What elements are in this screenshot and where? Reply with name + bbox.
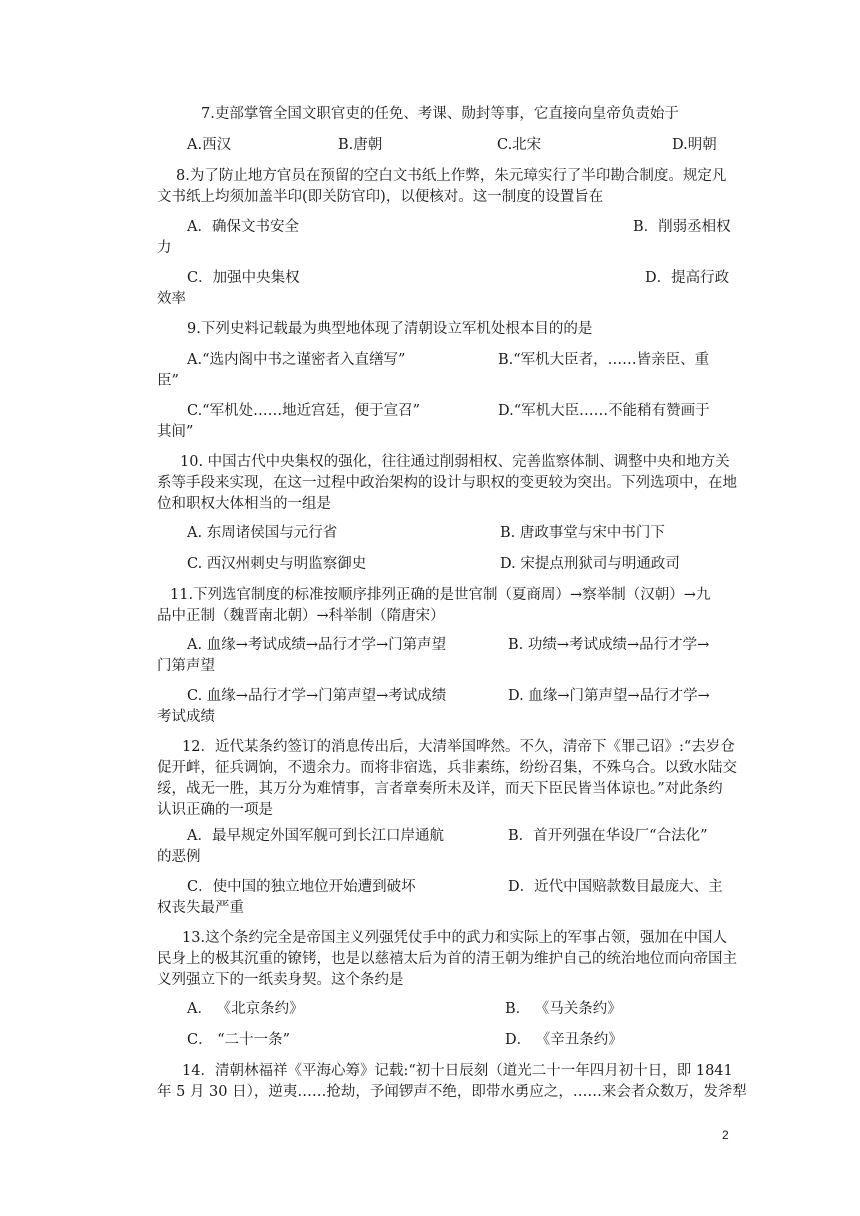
q12-option-d: D．近代中国赔款数目最庞大、主 <box>508 879 723 895</box>
q14-stem-line-1: 14．清朝林福祥《平海心筹》记载:“初十日辰刻（道光二十一年四月初十日，即 1841 <box>182 1063 733 1079</box>
q9-option-d-wrap: 其间” <box>157 424 194 440</box>
q12-option-c: C．使中国的独立地位开始遭到破坏 <box>187 879 416 895</box>
q10-option-c: C. 西汉州刺史与明监察御史 <box>187 556 367 572</box>
q8-option-b-wrap: 力 <box>157 240 172 256</box>
q9-option-a: A.“选内阁中书之谨密者入直缮写” <box>187 352 406 368</box>
q7-option-d: D.明朝 <box>672 137 717 153</box>
q12-option-a: A．最早规定外国军舰可到长江口岸通航 <box>187 828 444 844</box>
q14-stem-line-2: 年 5 月 30 日），逆夷……抢劫，予闻锣声不绝，即带水勇应之，……来会者众数万，发斧犁 <box>157 1084 747 1100</box>
page-number: 2 <box>722 1128 729 1142</box>
q9-option-b: B.“军机大臣者，……皆亲臣、重 <box>498 352 710 368</box>
q13-option-d: D． 《辛丑条约》 <box>505 1032 623 1048</box>
q7-option-c: C.北宋 <box>497 137 542 153</box>
q7-stem: 7.吏部掌管全国文职官吏的任免、考课、勋封等事，它直接向皇帝负责始于 <box>201 106 679 122</box>
q10-stem-line-1: 10. 中国古代中央集权的强化，往往通过削弱相权、完善监察体制、调整中央和地方关 <box>180 454 730 470</box>
q12-option-b-wrap: 的恶例 <box>157 849 201 865</box>
q9-stem: 9.下列史料记载最为典型地体现了清朝设立军机处根本目的的是 <box>187 321 593 337</box>
q7-option-a: A.西汉 <box>187 137 232 153</box>
q13-option-c: C． “二十一条” <box>187 1032 291 1048</box>
q9-option-d: D.“军机大臣……不能稍有赞画于 <box>498 403 710 419</box>
q12-stem-line-3: 绥，战无一胜，其万分为难情事，言者章奏所未及详，而天下臣民皆当体谅也。”对此条约 <box>157 781 723 797</box>
q13-stem-line-3: 义列强立下的一纸卖身契。这个条约是 <box>157 972 404 988</box>
q11-stem-line-1: 11.下列选官制度的标准按顺序排列正确的是世官制（夏商周）→察举制（汉朝）→九 <box>170 587 711 603</box>
q11-option-d: D. 血缘→门第声望→品行才学→ <box>508 688 710 704</box>
q13-option-a: A． 《北京条约》 <box>187 1001 304 1017</box>
q8-stem-line-2: 文书纸上均须加盖半印(即关防官印)，以便核对。这一制度的设置旨在 <box>157 189 604 205</box>
q8-option-c: C．加强中央集权 <box>187 270 300 286</box>
q13-option-b: B． 《马关条约》 <box>505 1001 622 1017</box>
q11-option-c: C. 血缘→品行才学→门第声望→考试成绩 <box>187 688 447 704</box>
q7-option-b: B.唐朝 <box>338 137 383 153</box>
q10-stem-line-3: 位和职权大体相当的一组是 <box>157 496 331 512</box>
q8-option-d-wrap: 效率 <box>157 291 186 307</box>
q12-option-d-wrap: 权丧失最严重 <box>157 900 244 916</box>
q9-option-b-wrap: 臣” <box>157 373 179 389</box>
q11-option-d-wrap: 考试成绩 <box>157 709 215 725</box>
q10-option-b: B. 唐政事堂与宋中书门下 <box>500 525 665 541</box>
q11-stem-line-2: 品中正制（魏晋南北朝）→科举制（隋唐宋） <box>157 608 445 624</box>
q13-stem-line-1: 13.这个条约完全是帝国主义列强凭仗手中的武力和实际上的军事占领，强加在中国人 <box>182 930 728 946</box>
q11-option-b-wrap: 门第声望 <box>157 658 215 674</box>
q12-option-b: B．首开列强在华设厂“合法化” <box>508 828 708 844</box>
q9-option-c: C.“军机处……地近宫廷，便于宣召” <box>187 403 421 419</box>
q8-option-b: B．削弱丞相权 <box>633 219 731 235</box>
q11-option-a: A. 血缘→考试成绩→品行才学→门第声望 <box>187 637 447 653</box>
q8-stem-line-1: 8.为了防止地方官员在预留的空白文书纸上作弊，朱元璋实行了半印勘合制度。规定凡 <box>176 168 727 184</box>
q8-option-a: A．确保文书安全 <box>187 219 299 235</box>
q12-stem-line-4: 认识正确的一项是 <box>157 802 273 818</box>
q8-option-d: D．提高行政 <box>645 270 730 286</box>
q12-stem-line-1: 12．近代某条约签订的消息传出后，大清举国哗然。不久，清帝下《罪己诏》:“去岁仓 <box>182 739 735 755</box>
q10-option-a: A. 东周诸侯国与元行省 <box>187 525 338 541</box>
q10-option-d: D. 宋提点刑狱司与明通政司 <box>500 556 680 572</box>
q10-stem-line-2: 系等手段来实现，在这一过程中政治架构的设计与职权的变更较为突出。下列选项中，在地 <box>157 475 737 491</box>
q13-stem-line-2: 民身上的极其沉重的镣铐，也是以慈禧太后为首的清王朝为维护自己的统治地位而向帝国主 <box>157 951 737 967</box>
q11-option-b: B. 功绩→考试成绩→品行才学→ <box>508 637 710 653</box>
q12-stem-line-2: 促开衅，征兵调饷，不遗余力。而将非宿选，兵非素练，纷纷召集，不殊乌合。以致水陆交 <box>157 760 737 776</box>
